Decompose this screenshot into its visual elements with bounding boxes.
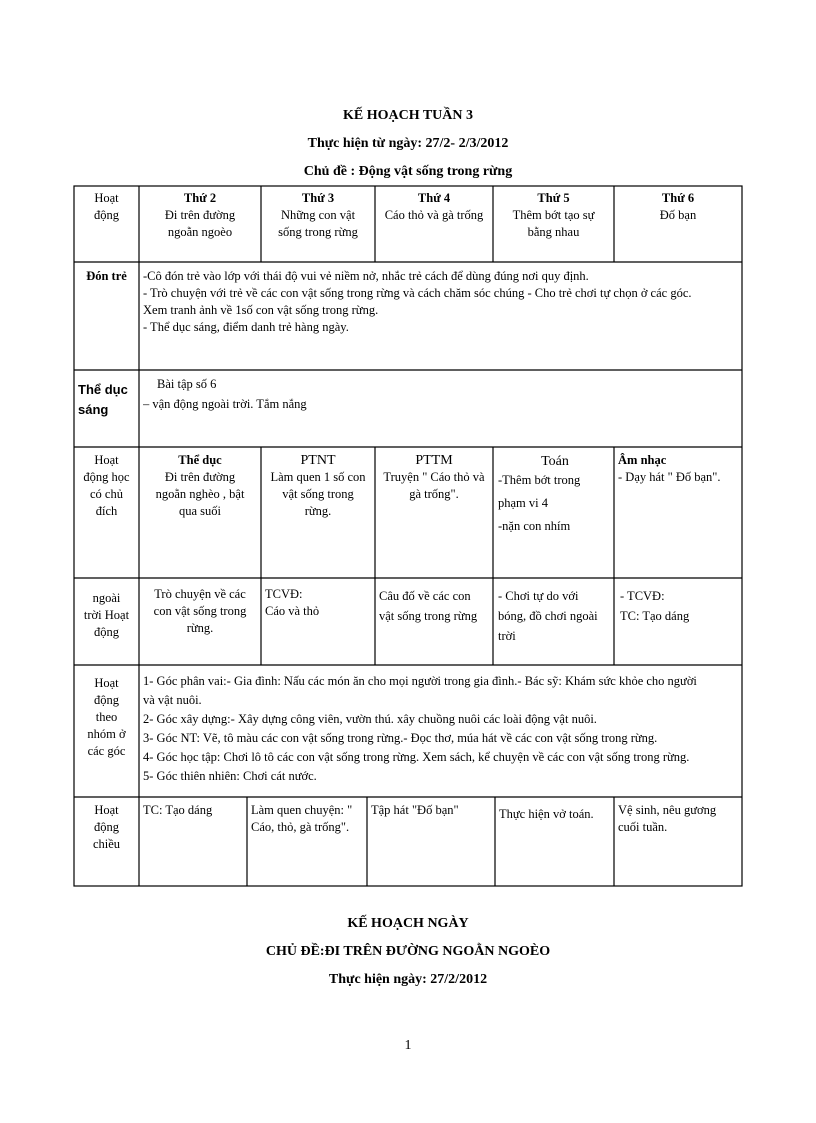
day-plan-date: Thực hiện ngày: 27/2/2012 — [328, 972, 488, 987]
morning-exercise-content: Bài tập số 6 – vận động ngoài trời. Tắm nắng — [143, 377, 307, 411]
page-number: 1 — [404, 1038, 412, 1053]
plan-title: KẾ HOẠCH TUẦN 3 — [342, 108, 474, 123]
row-label-morning-exercise: Thể dục sáng — [78, 382, 128, 417]
day-header-wednesday: Thứ 4 Cáo thỏ và gà trống — [384, 191, 484, 222]
afternoon-wednesday: Tập hát "Đố bạn" — [371, 803, 459, 817]
outdoor-thursday: - Chơi tự do với bóng, đồ chơi ngoài trời — [498, 589, 598, 643]
row-label-learning: Hoạt động học có chủ đích — [83, 453, 130, 518]
welcome-content: -Cô đón trẻ vào lớp với thái độ vui vẻ niềm nở, nhắc trẻ cách để dùng đúng nơi quy định. - Trò chuyện với trẻ về các con vật sống trong rừng và cách chăm sóc chúng - Cho trẻ chơi tự chọn ở các góc. Xem tranh ảnh về 1số con vật sống trong rừng. - Thể dục sáng, điểm danh trẻ hàng ngày. — [143, 269, 692, 334]
outdoor-wednesday: Câu đố về các con vật sống trong rừng — [379, 589, 478, 623]
day-header-friday: Thứ 6 Đố bạn — [659, 191, 697, 222]
corners-content: 1- Góc phân vai:- Gia đình: Nấu các món ăn cho mọi người trong gia đình.- Bác sỹ: Khám sức khỏe cho người và vật nuôi. 2- Góc xây dựng:- Xây dựng công viên, vườn thú. xây chuồng nuôi các loài động vật nuôi. 3- Góc NT: Vẽ, tô màu các con vật sống trong rừng.- Đọc thơ, múa hát về các con vật sống trong rừng. 4- Góc học tập: Chơi lô tô các con vật sống trong rừng. Xem sách, kể chuyện về các con vật sống trong rừng. 5- Góc thiên nhiên: Chơi cát nước. — [143, 674, 697, 783]
afternoon-friday: Vệ sinh, nêu gương cuối tuần. — [618, 803, 717, 834]
afternoon-thursday: Thực hiện vở toán. — [499, 807, 594, 821]
plan-theme: Chủ đề : Động vật sống trong rừng — [303, 164, 513, 179]
header-activity-label: Hoạt động — [94, 191, 119, 222]
day-plan-theme: CHỦ ĐỀ:ĐI TRÊN ĐƯỜNG NGOẰN NGOÈO — [265, 944, 551, 959]
learning-thursday: Toán -Thêm bớt trong phạm vi 4 -nặn con nhím — [498, 454, 581, 533]
learning-friday: Âm nhạc - Dạy hát " Đố bạn". — [618, 453, 721, 484]
outdoor-monday: Trò chuyện về các con vật sống trong rừng. — [153, 587, 247, 635]
afternoon-monday: TC: Tạo dáng — [143, 803, 213, 817]
day-header-monday: Thứ 2 Đi trên đường ngoằn ngoèo — [164, 191, 236, 239]
learning-tuesday: PTNT Làm quen 1 số con vật sống trong rừng. — [270, 453, 366, 518]
outdoor-tuesday: TCVĐ: Cáo và thỏ — [265, 587, 320, 618]
learning-monday: Thể dục Đi trên đường ngoằn nghèo , bật qua suối — [155, 453, 245, 518]
day-plan-title: KẾ HOẠCH NGÀY — [347, 916, 469, 931]
row-label-outdoor: ngoài trời Hoạt động — [83, 591, 130, 639]
outdoor-friday: - TCVĐ: TC: Tạo dáng — [620, 589, 690, 623]
plan-dates: Thực hiện từ ngày: 27/2- 2/3/2012 — [307, 136, 509, 151]
afternoon-tuesday: Làm quen chuyện: " Cáo, thỏ, gà trống". — [251, 803, 353, 834]
row-label-afternoon: Hoạt động chiều — [92, 803, 121, 851]
row-label-welcome: Đón trẻ — [86, 269, 127, 283]
day-header-thursday: Thứ 5 Thêm bớt tạo sự bằng nhau — [512, 191, 595, 239]
row-label-corners: Hoạt động theo nhóm ở các góc — [87, 676, 126, 758]
learning-wednesday: PTTM Truyện " Cáo thỏ và gà trống". — [383, 453, 485, 501]
day-header-tuesday: Thứ 3 Những con vật sống trong rừng — [278, 191, 358, 239]
